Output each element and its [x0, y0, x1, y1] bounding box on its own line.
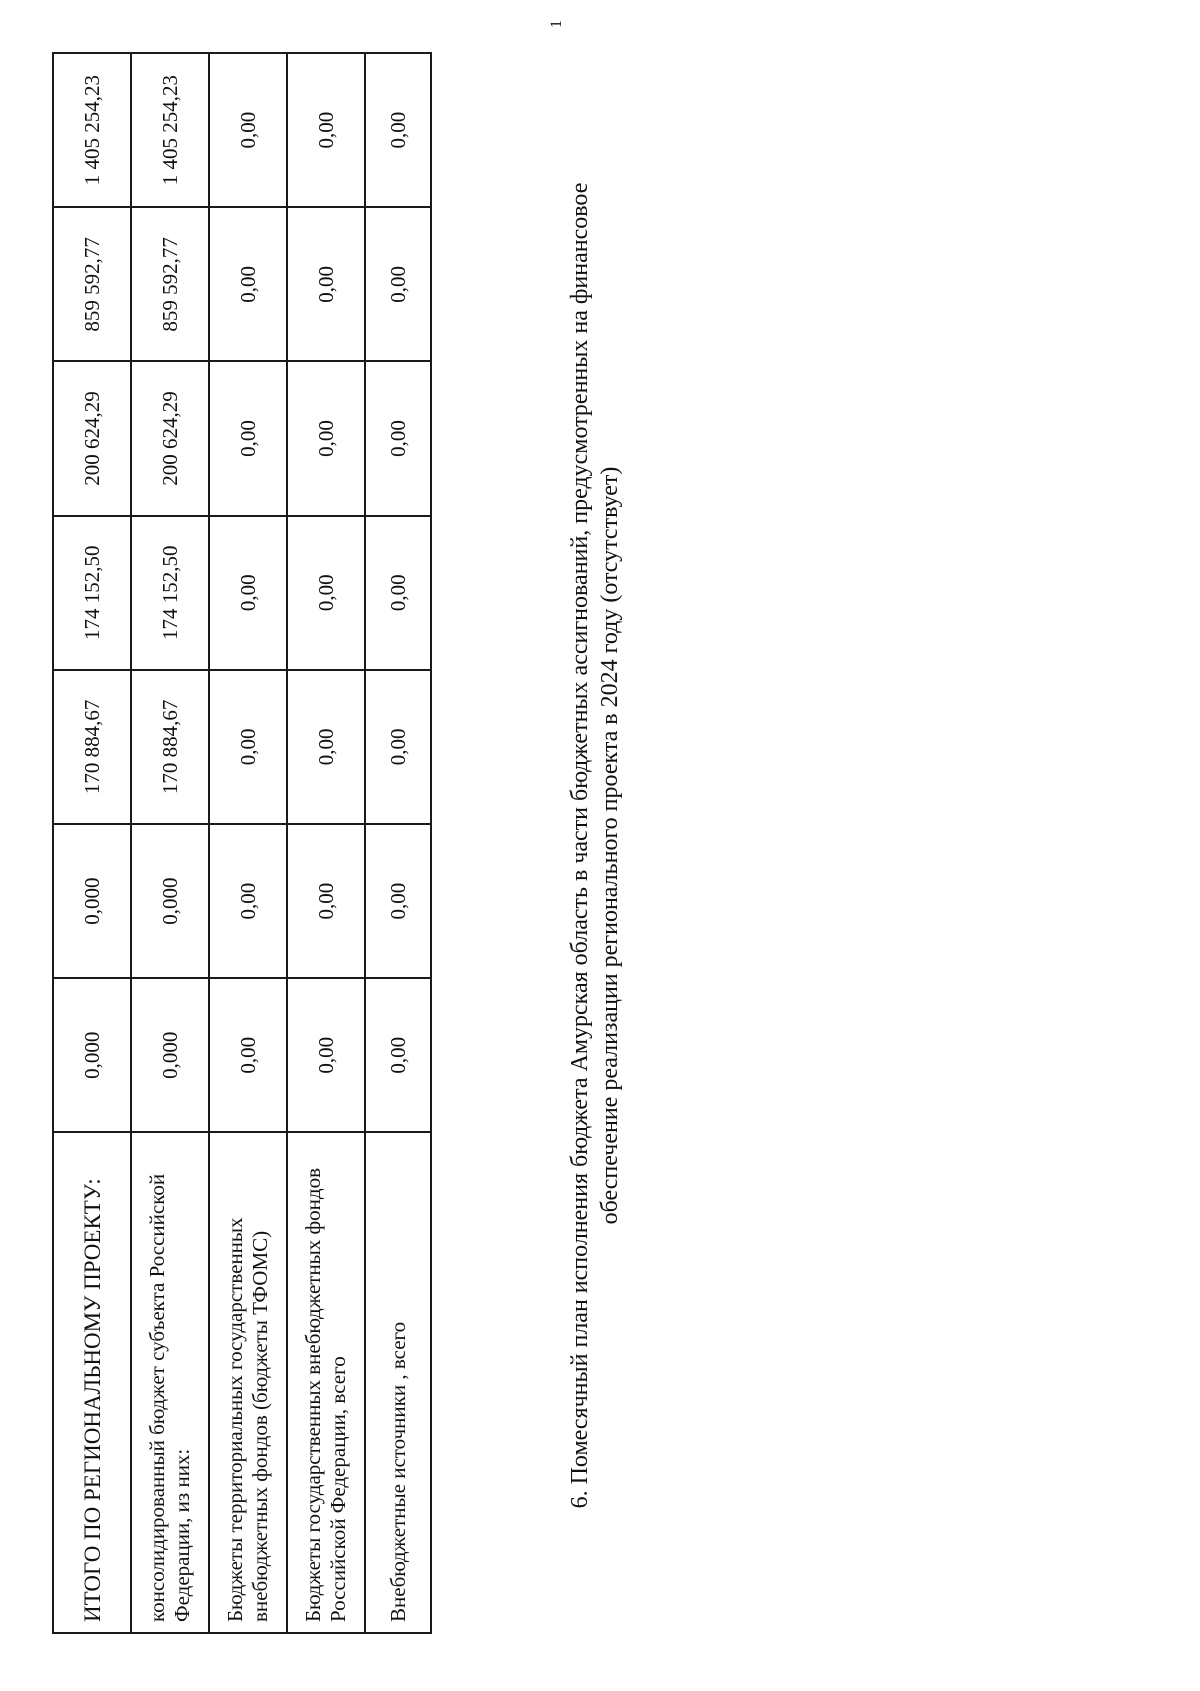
page-mark: 1 — [548, 20, 565, 28]
value-cell: 0,00 — [365, 978, 431, 1132]
table-row — [131, 53, 209, 1633]
section-heading — [565, 40, 625, 1651]
value-cell: 0,00 — [209, 670, 287, 824]
table-body — [53, 53, 431, 1633]
value-cell: 0,00 — [209, 978, 287, 1132]
value-cell: 174 152,50 — [131, 516, 209, 670]
value-cell: 0,00 — [365, 207, 431, 361]
value-cell: 0,00 — [365, 670, 431, 824]
row-label: Бюджеты территориальных государственных внебюджетных фондов (бюджеты ТФОМС) — [209, 1132, 287, 1633]
value-cell: 170 884,67 — [131, 670, 209, 824]
value-cell: 0,00 — [209, 53, 287, 207]
value-cell: 0,000 — [131, 824, 209, 978]
value-cell: 200 624,29 — [53, 361, 131, 515]
value-cell: 0,00 — [209, 824, 287, 978]
value-cell: 0,000 — [131, 978, 209, 1132]
row-label: ИТОГО ПО РЕГИОНАЛЬНОМУ ПРОЕКТУ: — [53, 1132, 131, 1633]
value-cell: 0,00 — [287, 207, 365, 361]
value-cell: 0,00 — [209, 361, 287, 515]
row-label: консолидированный бюджет субъекта Российской Федерации, из них: — [131, 1132, 209, 1633]
row-label: Внебюджетные источники , всего — [365, 1132, 431, 1633]
value-cell: 0,00 — [287, 978, 365, 1132]
section-heading-line-2: обеспечение реализации регионального проекта в 2024 году (отсутствует) — [597, 466, 623, 1225]
table-row — [53, 53, 131, 1633]
value-cell: 174 152,50 — [53, 516, 131, 670]
value-cell: 170 884,67 — [53, 670, 131, 824]
value-cell: 0,00 — [209, 207, 287, 361]
value-cell: 200 624,29 — [131, 361, 209, 515]
value-cell: 0,00 — [365, 361, 431, 515]
table-row — [209, 53, 287, 1633]
budget-table — [52, 52, 432, 1634]
value-cell: 1 405 254,23 — [53, 53, 131, 207]
value-cell: 0,00 — [287, 824, 365, 978]
value-cell: 0,00 — [365, 516, 431, 670]
value-cell: 0,00 — [365, 824, 431, 978]
value-cell: 859 592,77 — [131, 207, 209, 361]
value-cell: 0,000 — [53, 824, 131, 978]
value-cell: 0,00 — [287, 670, 365, 824]
row-label: Бюджеты государственных внебюджетных фондов Российской Федерации, всего — [287, 1132, 365, 1633]
value-cell: 0,00 — [287, 516, 365, 670]
value-cell: 1 405 254,23 — [131, 53, 209, 207]
value-cell: 859 592,77 — [53, 207, 131, 361]
value-cell: 0,00 — [287, 361, 365, 515]
value-cell: 0,00 — [365, 53, 431, 207]
value-cell: 0,00 — [287, 53, 365, 207]
value-cell: 0,00 — [209, 516, 287, 670]
table-row — [365, 53, 431, 1633]
value-cell: 0,000 — [53, 978, 131, 1132]
table-row — [287, 53, 365, 1633]
section-heading-line-1: 6. Помесячный план исполнения бюджета Амурская область в части бюджетных ассигнований, предусмотренных на финансовое — [567, 182, 593, 1509]
